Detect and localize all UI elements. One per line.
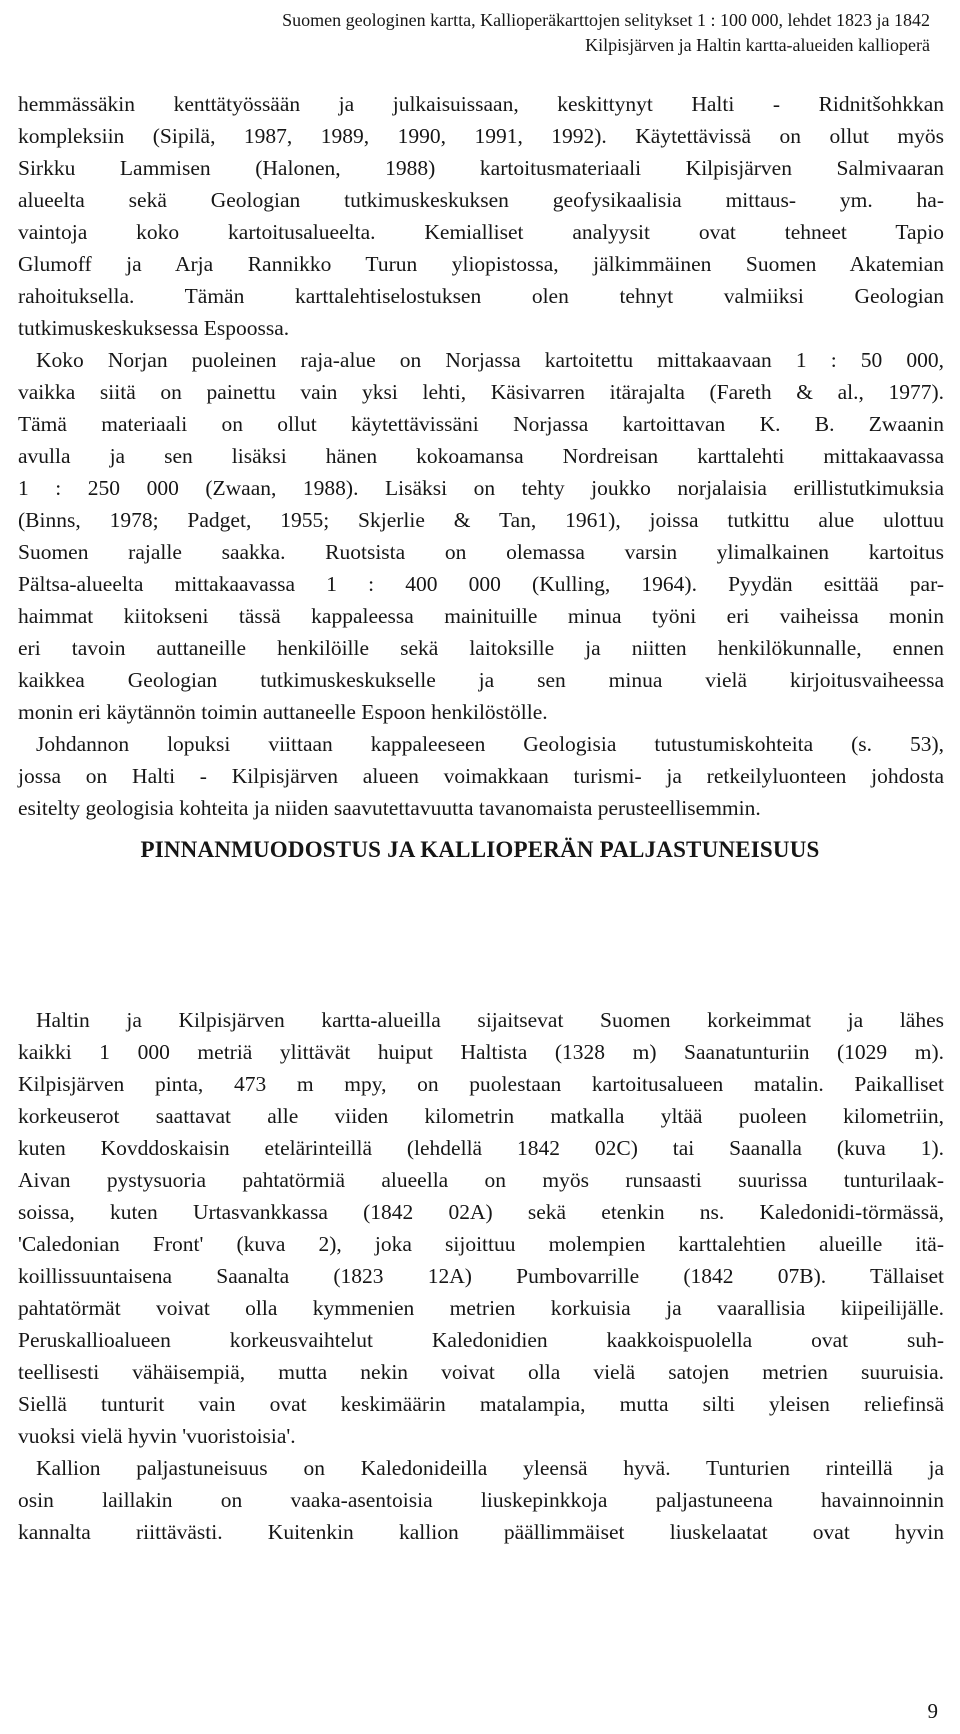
text-line: monin eri käytännön toimin auttaneelle Espoon henkilöstölle. <box>18 700 548 724</box>
text-line: alueelta sekä Geologian tutkimuskeskuksen geofysikaalisia mittaus- ym. ha- <box>18 188 944 212</box>
body-text-section-2 <box>18 1004 944 1548</box>
running-header <box>282 8 930 58</box>
page-number: 9 <box>927 1699 938 1723</box>
text-line: kaikkea Geologian tutkimuskeskukselle ja sen minua vielä kirjoitusvaiheessa <box>18 668 944 692</box>
text-line: eri tavoin auttaneille henkilöille sekä laitoksille ja niitten henkilökunnalle, ennen <box>18 636 944 660</box>
text-line: pahtatörmät voivat olla kymmenien metrien korkuisia ja vaarallisia kiipeilijälle. <box>18 1296 944 1320</box>
running-header-line-1: Suomen geologinen kartta, Kallioperäkarttojen selitykset 1 : 100 000, lehdet 1823 ja 1842 <box>282 10 930 30</box>
section-heading: PINNANMUODOSTUS JA KALLIOPERÄN PALJASTUNEISUUS <box>140 837 820 862</box>
text-line: Kilpisjärven pinta, 473 m mpy, on puolestaan kartoitusalueen matalin. Paikalliset <box>18 1072 944 1096</box>
text-line: vaintoja koko kartoitusalueelta. Kemialliset analyysit ovat tehneet Tapio <box>18 220 944 244</box>
text-line: Siellä tunturit vain ovat keskimäärin matalampia, mutta silti yleisen reliefinsä <box>18 1392 944 1416</box>
text-line: Tämä materiaali on ollut käytettävissäni Norjassa kartoittavan K. B. Zwaanin <box>18 412 944 436</box>
text-line: Aivan pystysuoria pahtatörmiä alueella on myös runsaasti suurissa tunturilaak- <box>18 1168 944 1192</box>
text-line: korkeuserot saattavat alle viiden kilometrin matkalla yltää puoleen kilometriin, <box>18 1104 944 1128</box>
text-line: kaikki 1 000 metriä ylittävät huiput Haltista (1328 m) Saanatunturiin (1029 m). <box>18 1040 944 1064</box>
text-line: Kallion paljastuneisuus on Kaledonideilla yleensä hyvä. Tunturien rinteillä ja <box>36 1456 944 1480</box>
text-line: (Binns, 1978; Padget, 1955; Skjerlie & Tan, 1961), joissa tutkittu alue ulottuu <box>18 508 944 532</box>
text-line: soissa, kuten Urtasvankkassa (1842 02A) sekä etenkin ns. Kaledonidi-törmässä, <box>18 1200 944 1224</box>
text-line: avulla ja sen lisäksi hänen kokoamansa Nordreisan karttalehti mittakaavassa <box>18 444 944 468</box>
text-line: jossa on Halti - Kilpisjärven alueen voimakkaan turismi- ja retkeilyluonteen johdosta <box>18 764 944 788</box>
text-line: esitelty geologisia kohteita ja niiden saavutettavuutta tavanomaista perusteellisemmin. <box>18 796 761 820</box>
text-line: Glumoff ja Arja Rannikko Turun yliopistossa, jälkimmäinen Suomen Akatemian <box>18 252 944 276</box>
text-line: rahoituksella. Tämän karttalehtiselostuksen olen tehnyt valmiiksi Geologian <box>18 284 944 308</box>
text-line: Haltin ja Kilpisjärven kartta-alueilla sijaitsevat Suomen korkeimmat ja lähes <box>36 1008 944 1032</box>
text-line: tutkimuskeskuksessa Espoossa. <box>18 316 290 340</box>
text-line: 'Caledonian Front' (kuva 2), joka sijoittuu molempien karttalehtien alueille itä- <box>18 1232 944 1256</box>
text-line: haimmat kiitokseni tässä kappaleessa mainituille minua työni eri vaiheissa monin <box>18 604 944 628</box>
text-line: osin laillakin on vaaka-asentoisia liuskepinkkoja paljastuneena havainnoinnin <box>18 1488 944 1512</box>
text-line: Sirkku Lammisen (Halonen, 1988) kartoitusmateriaali Kilpisjärven Salmivaaran <box>18 156 944 180</box>
text-line: Koko Norjan puoleinen raja-alue on Norjassa kartoitettu mittakaavaan 1 : 50 000, <box>36 348 944 372</box>
text-line: kompleksiin (Sipilä, 1987, 1989, 1990, 1991, 1992). Käytettävissä on ollut myös <box>18 124 944 148</box>
text-line: vuoksi vielä hyvin 'vuoristoisia'. <box>18 1424 296 1448</box>
text-line: koillissuuntaisena Saanalta (1823 12A) Pumbovarrille (1842 07B). Tällaiset <box>18 1264 944 1288</box>
text-line: Johdannon lopuksi viittaan kappaleeseen Geologisia tutustumiskohteita (s. 53), <box>36 732 944 756</box>
running-header-line-2: Kilpisjärven ja Haltin kartta-alueiden kallioperä <box>585 35 930 55</box>
text-line: Suomen rajalle saakka. Ruotsista on olemassa varsin ylimalkainen kartoitus <box>18 540 944 564</box>
text-line: hemmässäkin kenttätyössään ja julkaisuissaan, keskittynyt Halti - Ridnitšohkkan <box>18 92 944 116</box>
body-text-section-1 <box>18 88 944 824</box>
text-line: Pältsa-alueelta mittakaavassa 1 : 400 000 (Kulling, 1964). Pyydän esittää par- <box>18 572 944 596</box>
text-line: kannalta riittävästi. Kuitenkin kallion päällimmäiset liuskelaatat ovat hyvin <box>18 1520 944 1544</box>
text-line: vaikka siitä on painettu vain yksi lehti, Käsivarren itärajalta (Fareth & al., 1977). <box>18 380 944 404</box>
text-line: teellisesti vähäisempiä, mutta nekin voivat olla vielä satojen metrien suuruisia. <box>18 1360 944 1384</box>
text-line: kuten Kovddoskaisin etelärinteillä (lehdellä 1842 02C) tai Saanalla (kuva 1). <box>18 1136 944 1160</box>
text-line: 1 : 250 000 (Zwaan, 1988). Lisäksi on tehty joukko norjalaisia erillistutkimuksia <box>18 476 944 500</box>
text-line: Peruskallioalueen korkeusvaihtelut Kaledonidien kaakkoispuolella ovat suh- <box>18 1328 944 1352</box>
